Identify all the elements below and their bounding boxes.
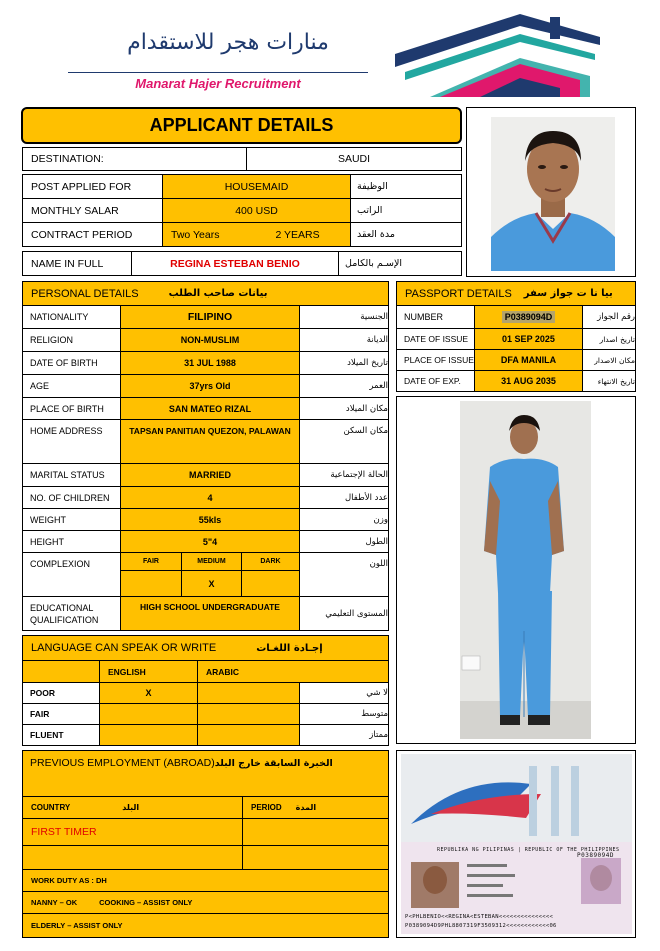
salary-arabic: الراتب [350,198,462,223]
contract-arabic: مدة العقد [350,222,462,247]
dob-label: DATE OF BIRTH [22,351,121,375]
work-duty-row [22,869,389,892]
headshot-photo [491,117,615,271]
dob-value: 31 JUL 1988 [120,351,300,375]
address-label: HOME ADDRESS [22,419,121,464]
age-value: 37yrs Old [120,374,300,398]
weight-value: 55kls [120,508,300,531]
contract-value-box [162,222,351,247]
full-body-photo [460,401,591,739]
logo-roof-icon [390,12,605,97]
work-duty-text: WORK DUTY AS : DH [31,876,107,885]
marital-label: MARITAL STATUS [22,463,121,487]
passport-issue-value: 01 SEP 2025 [474,328,583,350]
height-arabic: الطول [299,530,389,553]
nationality-value: FILIPINO [120,305,300,329]
religion-label: RELIGION [22,328,121,352]
passport-place-value: DFA MANILA [474,349,583,371]
language-poor-english: X [99,682,198,704]
passport-mrz-line-2: P0389094D9PHL8807319F3509312<<<<<<<<<<<<06 [405,923,557,929]
language-title-arabic: إجـادة اللغـات [256,642,323,654]
employment-title-arabic: الخبرة السابقة خارج البلد [214,758,333,769]
nationality-arabic: الجنسية [299,305,389,329]
logo-arabic-text: منارات هجر للاستقدام [127,30,329,55]
contract-value-years: 2 YEARS [275,228,320,241]
language-corner-cell [22,660,100,683]
personal-details-title-arabic: بيانات صاحب الطلب [168,288,268,299]
education-arabic: المستوى التعليمي [299,596,389,631]
employment-empty-row-period [242,845,389,870]
name-label: NAME IN FULL [22,251,132,276]
address-arabic: مكان السكن [299,419,389,464]
elderly-row [22,913,389,938]
passport-details-title-arabic: بيا نا ت جواز سفر [523,288,613,299]
language-col-english: ENGLISH [99,660,198,683]
language-fair-english [99,703,198,725]
passport-number-value: P0389094D [502,311,556,323]
salary-value: 400 USD [162,198,351,223]
language-fluent-arabic [197,724,300,746]
religion-arabic: الديانة [299,328,389,352]
language-poor-ar-label: لا شي [299,682,389,704]
contract-value-words: Two Years [171,228,220,241]
marital-arabic: الحالة الإجتماعية [299,463,389,487]
complexion-medium-mark: X [181,570,242,597]
name-value: REGINA ESTEBAN BENIO [131,251,339,276]
language-fluent-label: FLUENT [22,724,100,746]
post-label: POST APPLIED FOR [22,174,163,199]
language-fluent-english [99,724,198,746]
address-value: TAPSAN PANITIAN QUEZON, PALAWAN [120,419,300,464]
first-timer-cell [22,818,243,846]
first-timer-text: FIRST TIMER [31,826,97,838]
children-value: 4 [120,486,300,509]
country-arabic: البلد [122,803,140,812]
weight-label: WEIGHT [22,508,121,531]
salary-label: MONTHLY SALAR [22,198,163,223]
nanny-cooking-row [22,891,389,914]
language-col-arabic: ARABIC [197,660,389,683]
children-label: NO. OF CHILDREN [22,486,121,509]
birthplace-arabic: مكان الميلاد [299,397,389,420]
language-poor-label: POOR [22,682,100,704]
cooking-text: COOKING – ASSIST ONLY [99,898,193,907]
education-label [22,596,121,631]
passport-scan-number: P0389094D [577,852,615,859]
complexion-dark-mark [241,570,300,597]
height-value: 5"4 [120,530,300,553]
destination-label: DESTINATION: [22,147,247,171]
marital-value: MARRIED [120,463,300,487]
employment-country-header [22,796,243,819]
passport-issue-arabic: تاريخ اصدار [582,328,636,350]
language-fluent-ar-label: ممتاز [299,724,389,746]
passport-expiry-value: 31 AUG 2035 [474,370,583,392]
passport-number-arabic: رقم الجواز [582,305,636,329]
complexion-label: COMPLEXION [22,552,121,597]
passport-details-heading [396,281,636,306]
nanny-text: NANNY – OK [31,898,78,907]
employment-heading [30,757,333,769]
name-arabic: الإسـم بالكامل [338,251,462,276]
birthplace-value: SAN MATEO RIZAL [120,397,300,420]
passport-issue-label: DATE OF ISSUE [396,328,475,350]
period-label: PERIOD [251,803,282,812]
elderly-text: ELDERLY – ASSIST ONLY [31,921,123,930]
passport-details-title: PASSPORT DETAILS [405,287,512,300]
company-logo [60,12,605,102]
dob-arabic: تاريخ الميلاد [299,351,389,375]
passport-number-label: NUMBER [396,305,475,329]
language-fair-label: FAIR [22,703,100,725]
complexion-fair-header: FAIR [120,552,182,571]
complexion-fair-mark [120,570,182,597]
complexion-medium-header: MEDIUM [181,552,242,571]
passport-mrz-line-1: P<PHLBENIO<<REGINA<ESTEBAN<<<<<<<<<<<<<<< [405,914,554,920]
language-title: LANGUAGE CAN SPEAK OR WRITE [31,642,217,654]
page-title-box [21,107,462,144]
language-fair-arabic [197,703,300,725]
complexion-arabic: اللون [299,552,389,597]
age-arabic: العمر [299,374,389,398]
country-label: COUNTRY [31,803,71,812]
language-poor-arabic [197,682,300,704]
language-heading [22,635,389,661]
weight-arabic: وزن [299,508,389,531]
passport-expiry-label: DATE OF EXP. [396,370,475,392]
post-value: HOUSEMAID [162,174,351,199]
passport-place-arabic: مكان الاصدار [582,349,636,371]
religion-value: NON-MUSLIM [120,328,300,352]
destination-value: SAUDI [246,147,462,171]
nationality-label: NATIONALITY [22,305,121,329]
education-label-text: EDUCATIONAL QUALIFICATION [30,602,99,625]
passport-number-cell [474,305,583,329]
employment-title: PREVIOUS EMPLOYMENT (ABROAD) [30,757,215,769]
personal-details-heading [22,281,389,306]
children-arabic: عدد الأطفال [299,486,389,509]
post-arabic: الوظيفة [350,174,462,199]
contract-label: CONTRACT PERIOD [22,222,163,247]
personal-details-title: PERSONAL DETAILS [31,287,139,300]
employment-period-header [242,796,389,819]
age-label: AGE [22,374,121,398]
complexion-dark-header: DARK [241,552,300,571]
passport-expiry-arabic: تاريخ الانتهاء [582,370,636,392]
birthplace-label: PLACE OF BIRTH [22,397,121,420]
employment-empty-row [22,845,243,870]
logo-underline [68,72,368,73]
first-timer-period-cell [242,818,389,846]
height-label: HEIGHT [22,530,121,553]
passport-place-label: PLACE OF ISSUE [396,349,475,371]
passport-republic-text: REPUBLIKA NG PILIPINAS | REPUBLIC OF THE PHILIPPINES [437,847,620,853]
period-arabic: المدة [295,803,317,812]
logo-english-text: Manarat Hajer Recruitment [135,76,301,91]
page-title: APPLICANT DETAILS [149,115,334,135]
language-fair-ar-label: متوسط [299,703,389,725]
education-value: HIGH SCHOOL UNDERGRADUATE [120,596,300,631]
passport-scan-image [401,754,632,934]
